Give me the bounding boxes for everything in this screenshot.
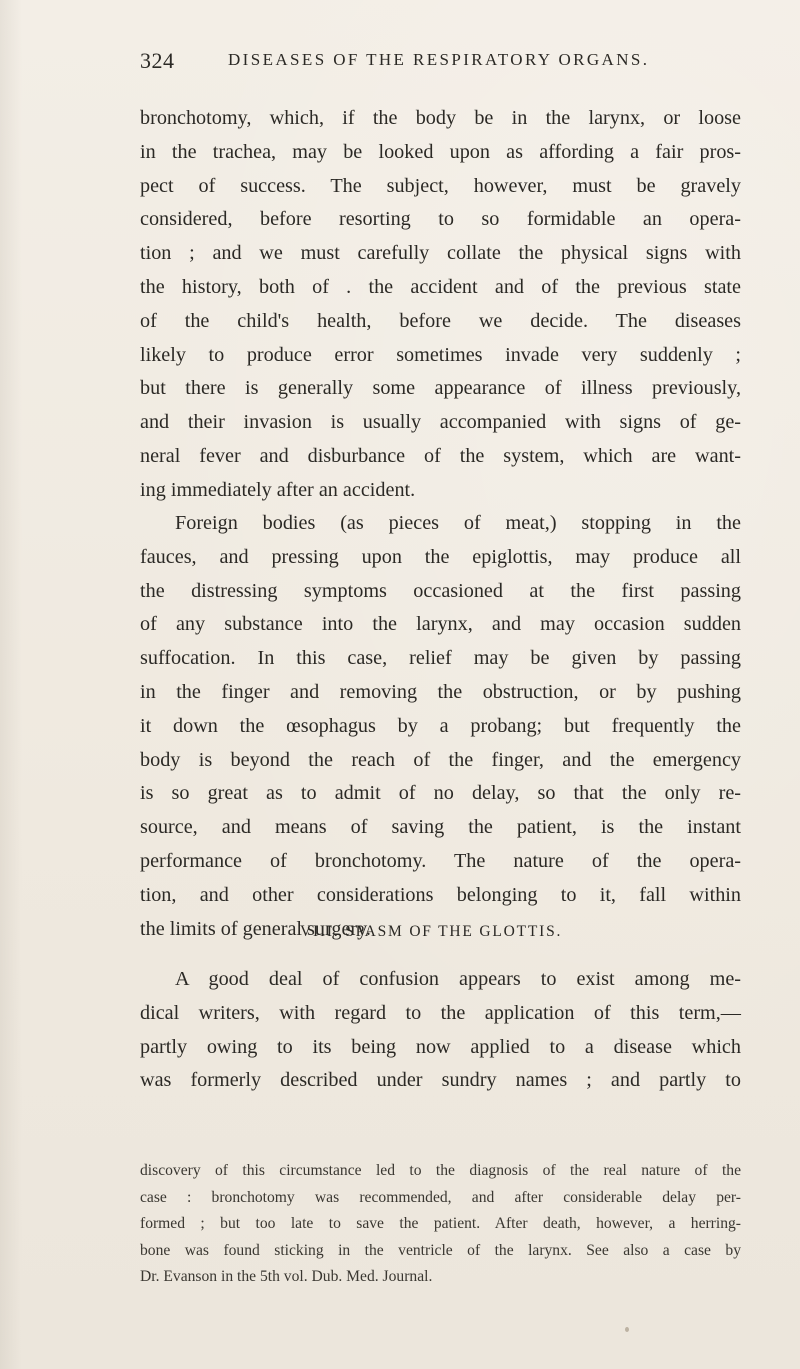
text-line: likely to produce error sometimes invade very suddenly ; <box>140 343 741 366</box>
paragraph-continued <box>140 102 741 508</box>
text-line: bronchotomy, which, if the body be in the larynx, or loose <box>140 107 741 129</box>
footnote <box>140 1158 741 1291</box>
text-line: performance of bronchotomy. The nature of the opera- <box>140 849 741 872</box>
paragraph-foreign-bodies <box>140 507 741 946</box>
text-line: and their invasion is usually accompanied with signs of ge- <box>140 411 741 434</box>
text-line: in the finger and removing the obstruction, or by pushing <box>140 680 741 703</box>
text-line: Foreign bodies (as pieces of meat,) stopping in the <box>175 512 741 534</box>
text-line: body is beyond the reach of the finger, and the emergency <box>140 748 741 771</box>
footnote-line: bone was found sticking in the ventricle of the larynx. See also a case by <box>140 1241 741 1259</box>
paper-speck <box>625 1327 629 1332</box>
text-line: the distressing symptoms occasioned at the first passing <box>140 579 741 602</box>
text-line: suffocation. In this case, relief may be given by passing <box>140 647 741 670</box>
text-line: the limits of general surgery. <box>140 917 371 940</box>
text-line: is so great as to admit of no delay, so that the only re- <box>140 782 741 805</box>
footnote-line: formed ; but too late to save the patient. After death, however, a herring- <box>140 1215 741 1233</box>
text-line: was formerly described under sundry names ; and partly to <box>140 1069 741 1092</box>
text-line: ing immediately after an accident. <box>140 478 416 501</box>
text-line: in the trachea, may be looked upon as affording a fair pros- <box>140 140 741 163</box>
text-line: tion, and other considerations belonging to it, fall within <box>140 883 741 906</box>
paragraph-spasm <box>140 963 741 1098</box>
section-heading: VIII. SPASM OF THE GLOTTIS. <box>300 923 563 940</box>
text-line: of any substance into the larynx, and may occasion sudden <box>140 613 741 636</box>
text-line: dical writers, with regard to the application of this term,— <box>140 1001 741 1024</box>
text-line: partly owing to its being now applied to a disease which <box>140 1035 741 1058</box>
page-number: 324 <box>140 48 175 73</box>
text-line: A good deal of confusion appears to exist among me- <box>175 968 741 990</box>
footnote-line: Dr. Evanson in the 5th vol. Dub. Med. Journal. <box>140 1268 433 1286</box>
text-line: neral fever and disburbance of the system, which are want- <box>140 444 741 467</box>
text-line: source, and means of saving the patient, is the instant <box>140 816 741 839</box>
text-line: the history, both of . the accident and of the previous state <box>140 275 741 298</box>
page-header <box>140 48 740 78</box>
text-line: tion ; and we must carefully collate the physical signs with <box>140 242 741 265</box>
text-line: considered, before resorting to so formidable an opera- <box>140 208 741 231</box>
footnote-line: discovery of this circumstance led to the diagnosis of the real nature of the <box>140 1162 741 1179</box>
running-title: DISEASES OF THE RESPIRATORY ORGANS. <box>228 50 650 69</box>
text-line: but there is generally some appearance of illness previously, <box>140 377 741 400</box>
text-line: it down the œsophagus by a probang; but frequently the <box>140 714 741 737</box>
text-line: fauces, and pressing upon the epiglottis, may produce all <box>140 545 741 568</box>
text-line: of the child's health, before we decide. The diseases <box>140 309 741 332</box>
text-line: pect of success. The subject, however, must be gravely <box>140 174 741 197</box>
footnote-line: case : bronchotomy was recommended, and after considerable delay per- <box>140 1188 741 1206</box>
